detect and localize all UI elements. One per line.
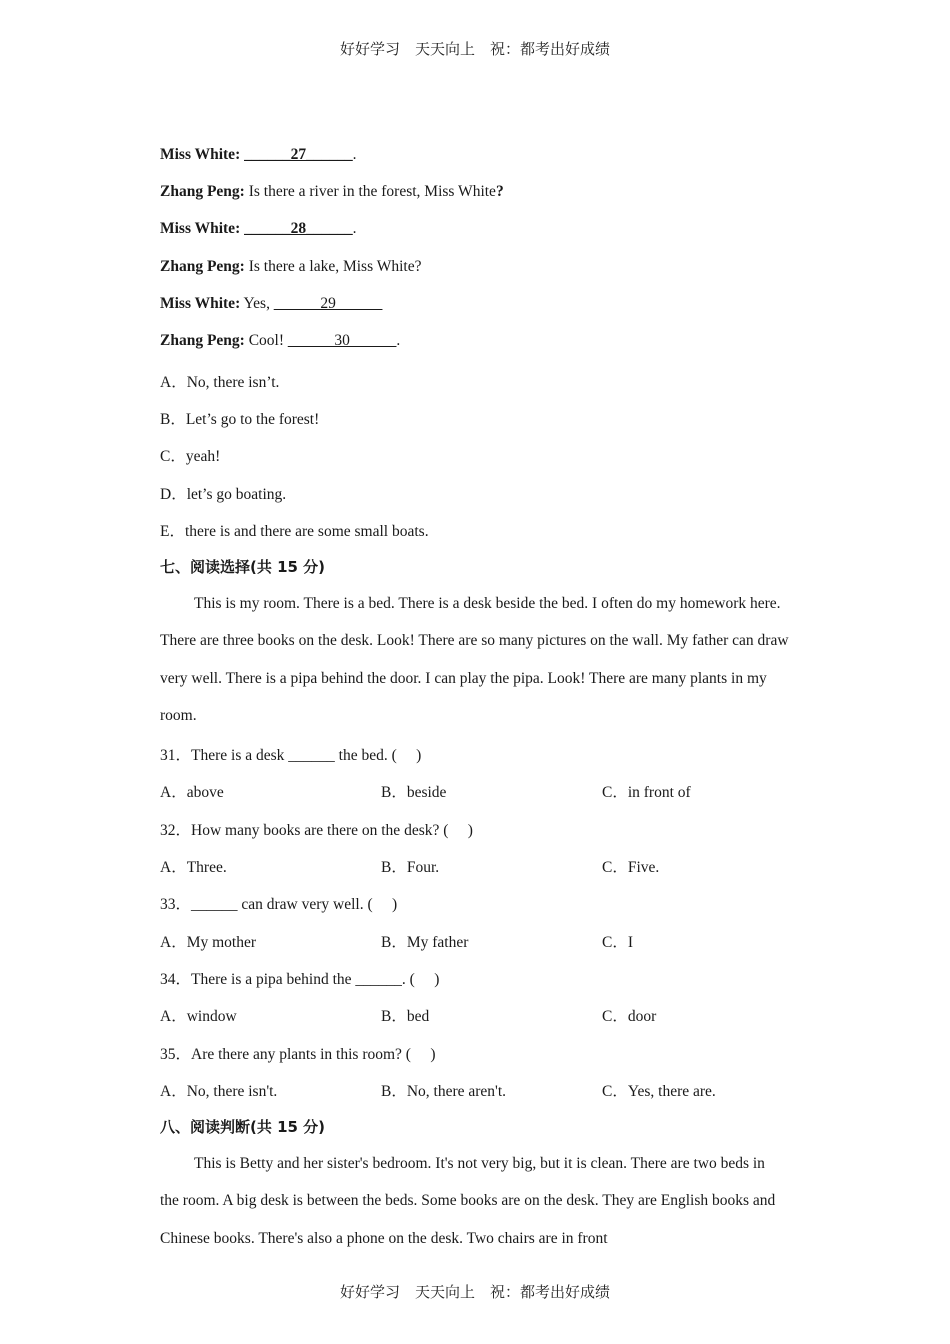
- choice-b: B．My father: [381, 934, 469, 951]
- option-item: B．Let’s go to the forest!: [160, 411, 320, 428]
- question: 35．Are there any plants in this room? ( ): [160, 1046, 436, 1063]
- choice-c: C．Five.: [602, 859, 660, 876]
- choice-c: C．door: [602, 1008, 657, 1025]
- question: 31．There is a desk ______ the bed. ( ): [160, 747, 422, 764]
- dialogue-line: [160, 183, 504, 201]
- line-punct: .: [396, 332, 401, 349]
- speaker: Zhang Peng:: [160, 332, 245, 349]
- line-punct: ?: [495, 183, 504, 200]
- choice-b: B．beside: [381, 784, 447, 801]
- page-footer: 好好学习 天天向上 祝：都考出好成绩: [339, 1283, 610, 1301]
- choice-c: C．Yes, there are.: [602, 1083, 716, 1100]
- answer-blank: ______28______: [244, 220, 353, 237]
- speaker: Zhang Peng:: [160, 258, 245, 275]
- answer-blank: ______30______: [287, 332, 397, 349]
- reading-passage: This is my room. There is a bed. There is a desk beside the bed. I often do my homework here. There are three books on the desk. Look! There are so many pictures on the wall. My father can draw very well. There is a pipa behind the door. I can play the pipa. Look! There are many plants in my room.: [160, 595, 789, 725]
- choice-b: B．No, there aren't.: [381, 1083, 507, 1100]
- line-text: Is there a lake, Miss White?: [244, 258, 422, 275]
- option-item: E．there is and there are some small boats.: [160, 523, 429, 540]
- choice-a: A．Three.: [160, 859, 227, 876]
- question: 32．How many books are there on the desk? ( ): [160, 822, 473, 839]
- speaker: Miss White:: [160, 295, 241, 312]
- answer-blank: ______27______: [244, 146, 353, 163]
- choice-b: B．bed: [381, 1008, 430, 1025]
- option-item: D．let’s go boating.: [160, 486, 287, 503]
- line-text: Yes,: [240, 295, 274, 312]
- choice-c: C．in front of: [602, 784, 691, 801]
- section-title: 八、阅读判断(共 15 分): [160, 1118, 326, 1136]
- choice-c: C．I: [602, 934, 634, 951]
- question: 34．There is a pipa behind the ______. ( ): [160, 971, 440, 988]
- speaker: Miss White:: [160, 146, 241, 163]
- page-header: 好好学习 天天向上 祝：都考出好成绩: [339, 40, 610, 58]
- choice-a: A．above: [160, 784, 224, 801]
- choice-a: A．No, there isn't.: [160, 1083, 278, 1100]
- answer-blank: ______29______: [273, 295, 383, 312]
- dialogue-line: [160, 258, 421, 276]
- line-text: Cool!: [244, 332, 288, 349]
- choice-a: A．My mother: [160, 934, 257, 951]
- reading-passage: This is Betty and her sister's bedroom. It's not very big, but it is clean. There are two beds in the room. A big desk is between the beds. Some books are on the desk. They are English books and Chinese books. There's also a phone on the desk. Two chairs are in front: [160, 1155, 776, 1247]
- dialogue-line: [160, 220, 356, 238]
- choice-b: B．Four.: [381, 859, 440, 876]
- line-punct: .: [352, 220, 357, 237]
- line-punct: .: [352, 146, 357, 163]
- choice-a: A．window: [160, 1008, 237, 1025]
- question: 33．______ can draw very well. ( ): [160, 896, 398, 913]
- dialogue-line: [160, 295, 382, 313]
- dialogue-line: [160, 146, 356, 164]
- section-title: 七、阅读选择(共 15 分): [160, 558, 326, 576]
- speaker: Zhang Peng:: [160, 183, 245, 200]
- option-item: C．yeah!: [160, 448, 221, 465]
- option-item: A．No, there isn’t.: [160, 374, 280, 391]
- speaker: Miss White:: [160, 220, 241, 237]
- line-text: Is there a river in the forest, Miss White: [244, 183, 496, 200]
- dialogue-line: [160, 332, 400, 350]
